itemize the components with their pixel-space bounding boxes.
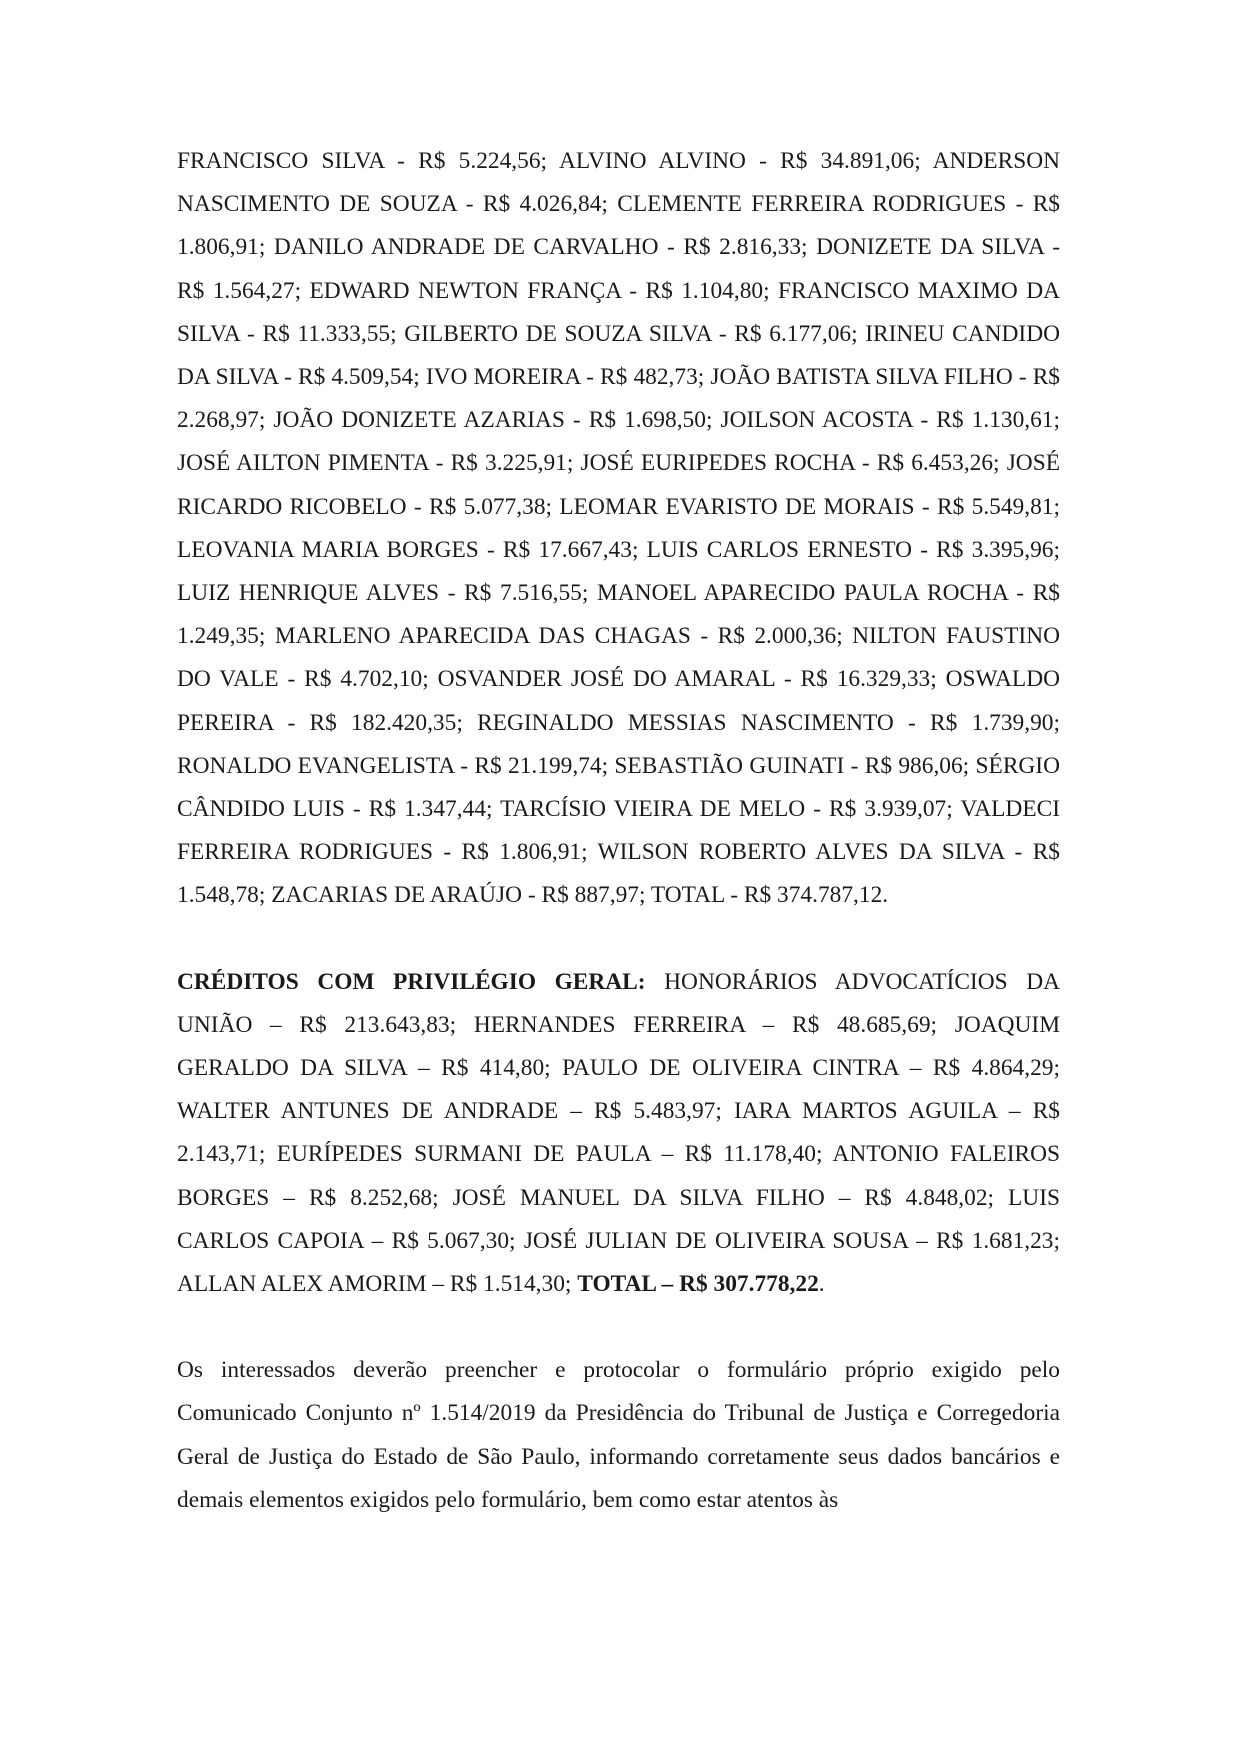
general-privilege-credits-list: HONORÁRIOS ADVOCATÍCIOS DA UNIÃO – R$ 213.643,83; HERNANDES FERREIRA – R$ 48.685,69; JOAQUIM GERALDO DA SILVA – R$ 414,80; PAULO DE OLIVEIRA CINTRA – R$ 4.864,29; WALTER ANTUNES DE ANDRADE – R$ 5.483,97; IARA MARTOS AGUILA – R$ 2.143,71; EURÍPEDES SURMANI DE PAULA – R$ 11.178,40; ANTONIO FALEIROS BORGES – R$ 8.252,68; JOSÉ MANUEL DA SILVA FILHO – R$ 4.848,02; LUIS CARLOS CAPOIA – R$ 5.067,30; JOSÉ JULIAN DE OLIVEIRA SOUSA – R$ 1.681,23; ALLAN ALEX AMORIM – R$ 1.514,30; xyxy=(177,968,1060,1298)
paragraph-end-punctuation: . xyxy=(818,1271,825,1298)
instructions-paragraph: Os interessados deverão preencher e protocolar o formulário próprio exigido pelo Comunicado Conjunto nº 1.514/2019 da Presidência do Tribunal de Justiça e Corregedoria Geral de Justiça do Estado de São Paulo, informando corretamente seus dados bancários e demais elementos exigidos pelo formulário, bem como estar atentos às xyxy=(177,1357,1060,1513)
document-body xyxy=(177,140,1060,1522)
section-heading: CRÉDITOS COM PRIVILÉGIO GERAL: xyxy=(177,968,646,995)
general-privilege-total: TOTAL – R$ 307.778,22 xyxy=(577,1271,819,1298)
general-privilege-credits-paragraph xyxy=(177,961,1060,1307)
creditors-list-paragraph: FRANCISCO SILVA - R$ 5.224,56; ALVINO ALVINO - R$ 34.891,06; ANDERSON NASCIMENTO DE SOUZA - R$ 4.026,84; CLEMENTE FERREIRA RODRIGUES - R$ 1.806,91; DANILO ANDRADE DE CARVALHO - R$ 2.816,33; DONIZETE DA SILVA - R$ 1.564,27; EDWARD NEWTON FRANÇA - R$ 1.104,80; FRANCISCO MAXIMO DA SILVA - R$ 11.333,55; GILBERTO DE SOUZA SILVA - R$ 6.177,06; IRINEU CANDIDO DA SILVA - R$ 4.509,54; IVO MOREIRA - R$ 482,73; JOÃO BATISTA SILVA FILHO - R$ 2.268,97; JOÃO DONIZETE AZARIAS - R$ 1.698,50; JOILSON ACOSTA - R$ 1.130,61; JOSÉ AILTON PIMENTA - R$ 3.225,91; JOSÉ EURIPEDES ROCHA - R$ 6.453,26; JOSÉ RICARDO RICOBELO - R$ 5.077,38; LEOMAR EVARISTO DE MORAIS - R$ 5.549,81; LEOVANIA MARIA BORGES - R$ 17.667,43; LUIS CARLOS ERNESTO - R$ 3.395,96; LUIZ HENRIQUE ALVES - R$ 7.516,55; MANOEL APARECIDO PAULA ROCHA - R$ 1.249,35; MARLENO APARECIDA DAS CHAGAS - R$ 2.000,36; NILTON FAUSTINO DO VALE - R$ 4.702,10; OSVANDER JOSÉ DO AMARAL - R$ 16.329,33; OSWALDO PEREIRA - R$ 182.420,35; REGINALDO MESSIAS NASCIMENTO - R$ 1.739,90; RONALDO EVANGELISTA - R$ 21.199,74; SEBASTIÃO GUINATI - R$ 986,06; SÉRGIO CÂNDIDO LUIS - R$ 1.347,44; TARCÍSIO VIEIRA DE MELO - R$ 3.939,07; VALDECI FERREIRA RODRIGUES - R$ 1.806,91; WILSON ROBERTO ALVES DA SILVA - R$ 1.548,78; ZACARIAS DE ARAÚJO - R$ 887,97; TOTAL - R$ 374.787,12. xyxy=(177,148,1060,909)
